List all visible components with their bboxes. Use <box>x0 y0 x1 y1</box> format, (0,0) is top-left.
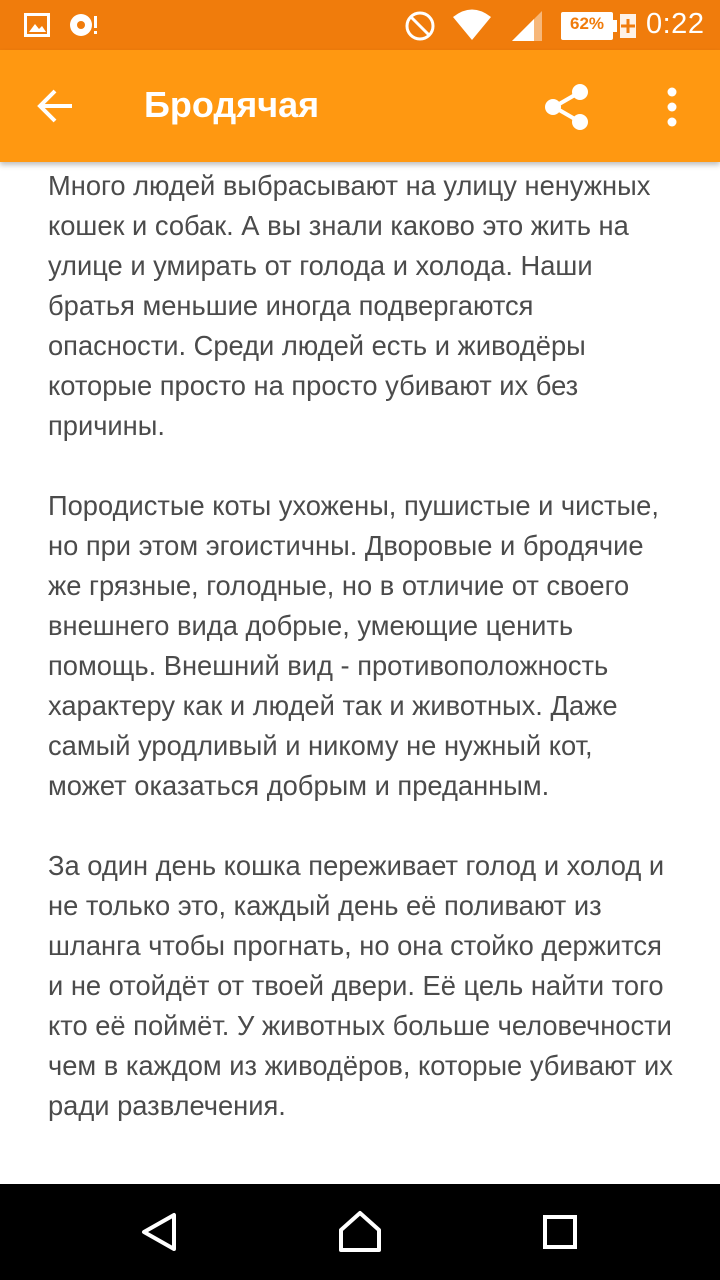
app-bar <box>0 50 720 162</box>
signal-icon <box>510 10 544 42</box>
status-bar <box>0 0 720 50</box>
home-icon <box>336 1208 384 1256</box>
share-icon <box>536 76 598 138</box>
status-clock: 0:22 <box>646 8 705 40</box>
navigation-bar <box>0 1184 720 1280</box>
article-paragraph: Породистые коты ухожены, пушистые и чистые, но при этом эгоистичны. Дворовые и бродячие же грязные, голодные, но в отличие от своего внешнего вида добрые, умеющие ценить помощь. Внешний вид - противоположность характеру как и людей так и животных. Даже самый уродливый и никому не нужный кот, может оказаться добрым и преданным. <box>48 490 659 801</box>
recents-square-icon <box>536 1208 584 1256</box>
image-icon <box>24 13 50 37</box>
article-body <box>48 166 678 1176</box>
wifi-icon <box>452 8 492 42</box>
more-vert-icon <box>650 76 694 138</box>
nav-home-button[interactable] <box>336 1208 384 1256</box>
page-title: Бродячая <box>144 84 320 125</box>
nav-back-button[interactable] <box>136 1208 184 1256</box>
article-paragraph: Много людей выбрасывают на улицу ненужных кошек и собак. А вы знали каково это жить на улице и умирать от голода и холода. Наши братья меньшие иногда подвергаются опасности. Среди людей есть и живодёры которые просто на просто убивают их без причины. <box>48 170 651 441</box>
nav-recents-button[interactable] <box>536 1208 584 1256</box>
dnd-icon <box>404 10 436 42</box>
article-paragraph: За один день кошка переживает голод и холод и не только это, каждый день её поливают из шланга чтобы прогнать, но она стойко держится и не отойдёт от твоей двери. Её цель найти того кто её поймёт. У животных больше человечности чем в каждом из живодёров, которые убивают их ради развлечения. <box>48 850 673 1121</box>
share-button[interactable] <box>536 76 598 138</box>
back-triangle-icon <box>136 1208 184 1256</box>
arrow-back-icon <box>28 78 84 134</box>
media-icon <box>68 12 100 38</box>
more-options-button[interactable] <box>650 76 694 138</box>
battery-percent: 62% <box>569 14 605 33</box>
back-button[interactable] <box>28 78 84 134</box>
